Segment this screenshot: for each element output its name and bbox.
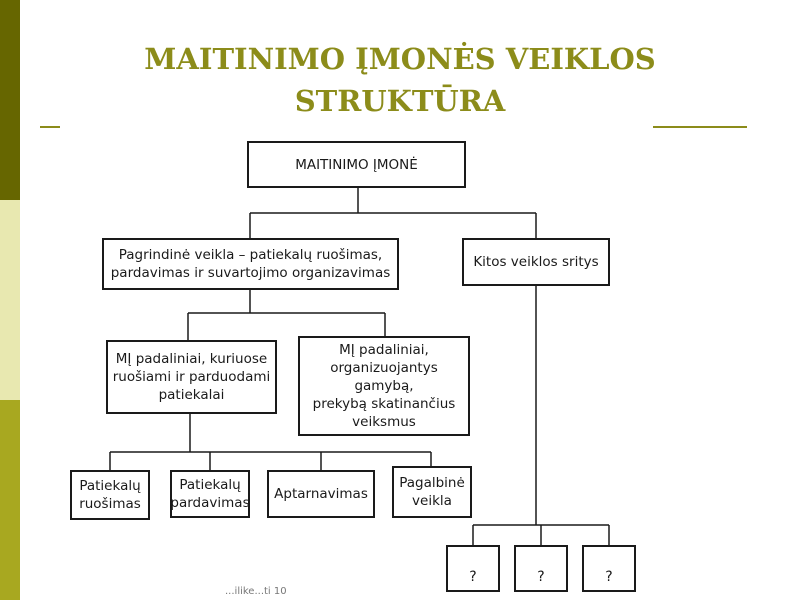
leaf-service-label: Aptarnavimas [274, 486, 368, 502]
question-box-2 [514, 545, 568, 592]
leaf-auxiliary-label: Pagalbinė veikla [399, 475, 465, 509]
slide-title-line-2: STRUKTŪRA [294, 84, 506, 118]
root-label: MAITINIMO ĮMONĖ [295, 156, 418, 173]
leaf-cooking-box [70, 470, 150, 520]
unit-organizing-label: MĮ padaliniai, organizuojantys gamybą, prekybą skatinančius veiksmus [312, 342, 456, 430]
main-activity-box [102, 238, 399, 290]
leaf-selling-box [170, 470, 250, 518]
leaf-cooking-label: Patiekalų ruošimas [79, 478, 141, 512]
leaf-service-box [267, 470, 375, 518]
unit-cooking-selling-box [106, 340, 277, 414]
leaf-auxiliary-box [392, 466, 472, 518]
question-box-1 [446, 545, 500, 592]
root-box [247, 141, 466, 188]
question-label-3: ? [605, 569, 613, 585]
other-activity-label: Kitos veiklos sritys [473, 254, 599, 270]
unit-organizing-box [298, 336, 470, 436]
question-box-3 [582, 545, 636, 592]
leaf-selling-label: Patiekalų pardavimas [170, 477, 250, 511]
main-activity-label: Pagrindinė veikla – patiekalų ruošimas, pardavimas ir suvartojimo organizavimas [110, 247, 391, 281]
question-label-2: ? [537, 569, 545, 585]
unit-cooking-selling-label: MĮ padaliniai, kuriuose ruošiami ir parduodami patiekalai [112, 351, 271, 403]
slide-title-line-1: MAITINIMO ĮMONĖS VEIKLOS [144, 42, 656, 76]
other-activity-box [462, 238, 610, 286]
question-label-1: ? [469, 569, 477, 585]
slide-footer: ...ilike...ti 10 [225, 586, 287, 597]
